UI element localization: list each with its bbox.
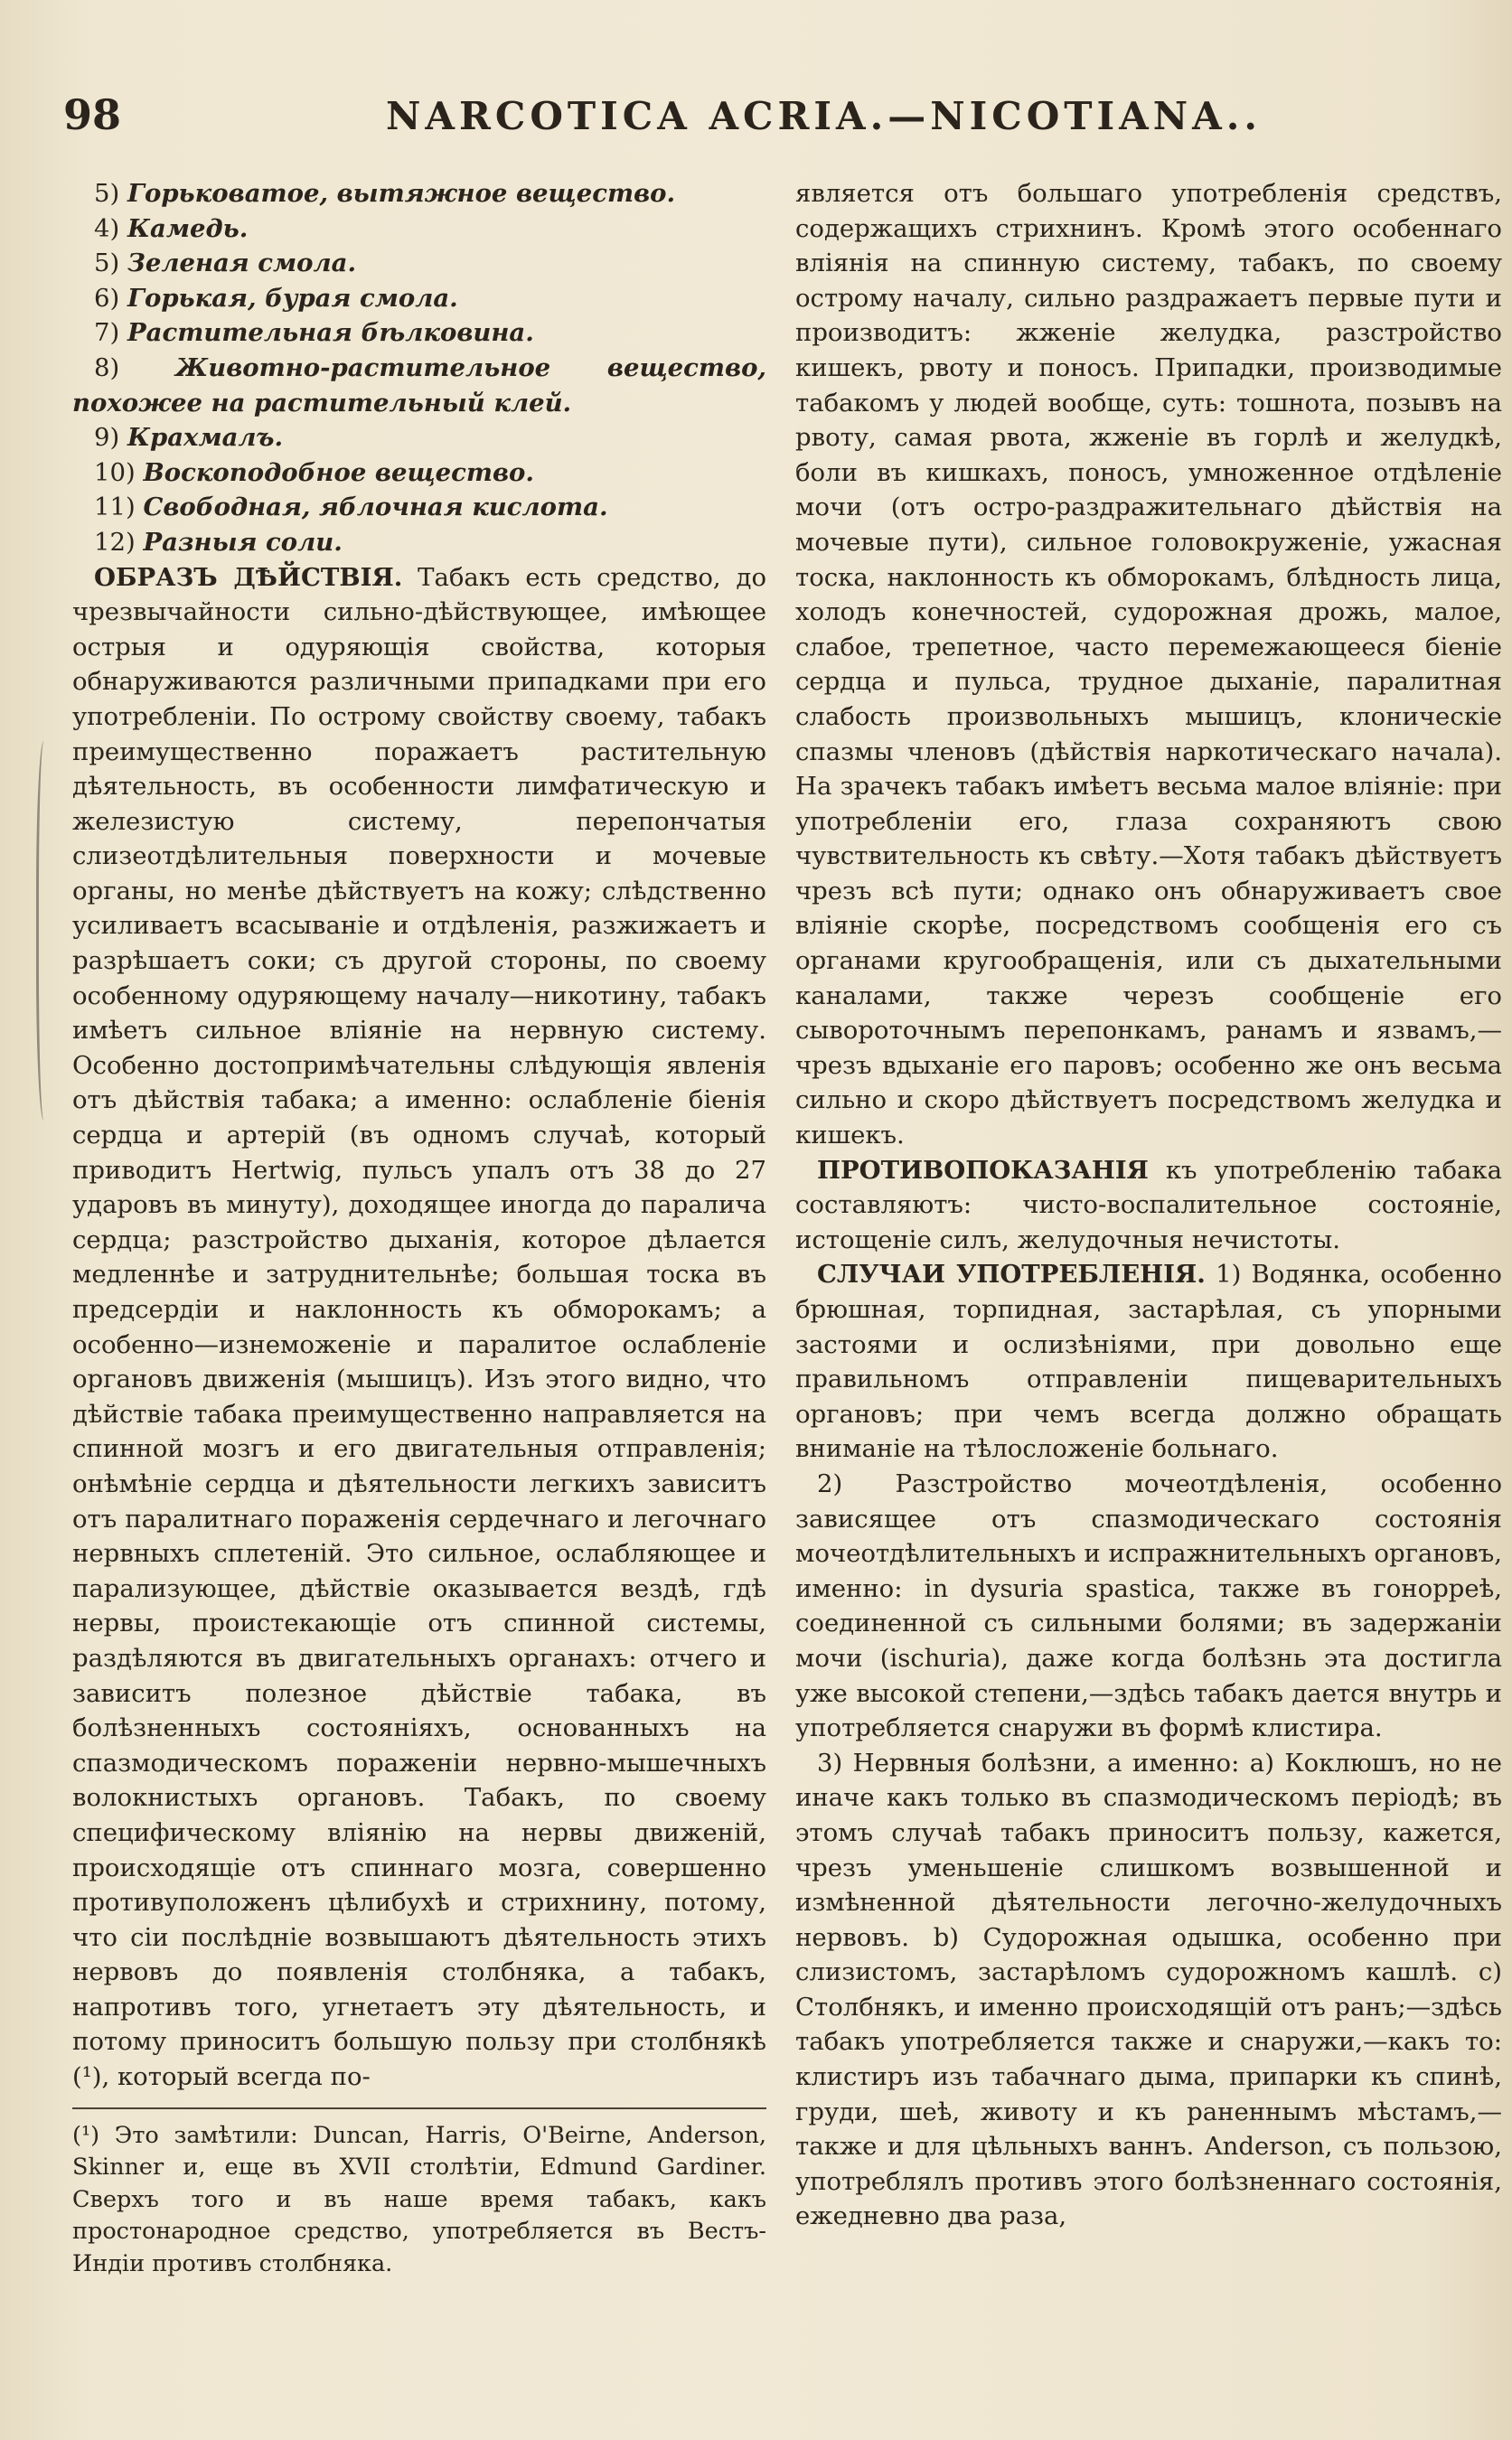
body-paragraph: 2) Разстройство мочеотдѣленія, особенно зависящее отъ спазмодическаго состоянія мочеотдѣлительныхъ и испражнительныхъ органовъ, именно: in dysuria spastica, также въ гонорреѣ, соединенной съ сильными болями; въ задержаніи мочи (ischuria), даже когда болѣзнь эта достигла уже высокой степени,—здѣсь табакъ дается внутрь и употребляется снаружи въ формѣ клистира. <box>795 1469 1502 1743</box>
body-text: Табакъ есть средство, до чрезвычайности сильно-дѣйствующее, имѣющее острыя и одуряющія свойства, которыя обнаруживаются различными припадками при его употребленіи. По острому свойству своему, табакъ преимущественно поражаетъ растительную дѣятельность, въ особенности лимфатическую и железистую систему, перепончатыя слизеотдѣлительныя поверхности и мочевые органы, но менѣе дѣйствуетъ на кожу; слѣдственно усиливаетъ всасываніе и отдѣленія, разжижаетъ и разрѣшаетъ соки; съ другой стороны, по своему особенному одуряющему началу—никотину, табакъ имѣетъ сильное вліяніе на нервную систему. Особенно достопримѣчательны слѣдующія явленія отъ дѣйствія табака; а именно: ослабленіе біенія сердца и артерій (въ одномъ случаѣ, который приводитъ Hertwig, пульсъ упалъ отъ 38 до 27 ударовъ въ минуту), доходящее иногда до паралича сердца; разстройство дыханія, которое дѣлается медленнѣе и затруднительнѣе; большая тоска въ предсердіи и наклонность къ обморокамъ; а особенно—изнеможеніе и паралитое ослабленіе органовъ движенія (мышицъ). Изъ этого видно, что дѣйствіе табака преимущественно направляется на спинной мозгъ и его двигательныя отправленія; онѣмѣніе сердца и дѣятельности легкихъ зависитъ отъ паралитнаго пораженія сердечнаго и легочнаго нервныхъ сплетеній. Это сильное, ослабляющее и парализующее, дѣйствіе оказывается вездѣ, гдѣ нервы, проистекающіе отъ спинной системы, раздѣляются въ двигательныхъ органахъ: отчего и зависитъ полезное дѣйствіе табака, въ болѣзненныхъ состояніяхъ, основанныхъ на спазмодическомъ пораженіи нервно-мышечныхъ волокнистыхъ органовъ. Табакъ, по своему специфическому вліянію на нервы движеній, происходящіе отъ спиннаго мозга, совершенно противуположенъ цѣлибухѣ и стрихнину, потому, что сіи послѣдніе возвышаютъ дѣятельность этихъ нервовъ до появленія столбняка, а табакъ, напротивъ того, угнетаетъ эту дѣятельность, и потому приноситъ большую пользу при столбнякѣ (¹), который всегда по- <box>72 562 766 2092</box>
list-item: 7) Растительная бѣлковина. <box>94 318 534 348</box>
pencil-margin-mark <box>36 741 55 1121</box>
list-item: 11) Свободная, яблочная кислота. <box>94 493 608 522</box>
contraindications-paragraph: ПРОТИВОПОКАЗАНІЯ къ употребленію табака составляютъ: чисто-воспалительное состояніе, истощеніе силъ, желудочныя нечистоты. <box>795 1155 1502 1254</box>
running-title: NARCOTICA ACRIA.—NICOTIANA.. <box>386 94 1262 138</box>
list-item: 9) Крахмалъ. <box>94 423 284 453</box>
mode-of-action-paragraph <box>72 560 766 2095</box>
list-item: 10) Воскоподобное вещество. <box>94 457 534 487</box>
list-item: 5) Горьковатое, вытяжное вещество. <box>94 179 676 208</box>
footnote: (¹) Это замѣтили: Duncan, Harris, O'Beirne, Anderson, Skinner и, еще въ XVII столѣтіи, Edmund Gardiner. Сверхъ того и въ наше время табакъ, какъ простонародное средство, употребляется въ Вестъ-Индіи противъ столбняка. <box>72 2121 766 2277</box>
footnote-divider <box>72 2107 766 2109</box>
list-item: 6) Горькая, бурая смола. <box>94 283 458 313</box>
list-item: 4) Камедь. <box>94 213 249 243</box>
uses-heading: СЛУЧАИ УПОТРЕБЛЕНІЯ. <box>817 1260 1206 1290</box>
body-paragraph: 3) Нервныя болѣзни, а именно: а) Коклюшъ, но не иначе какъ только въ спазмодическомъ періодѣ; въ этомъ случаѣ табакъ приноситъ пользу, кажется, чрезъ уменьшеніе слишкомъ возвышенной и измѣненной дѣятельности легочно-желудочныхъ нервовъ. b) Судорожная одышка, особенно при слизистомъ, застарѣломъ судорожномъ кашлѣ. c) Столбнякъ, и именно происходящій отъ ранъ;—здѣсь табакъ употребляется также и снаружи,—какъ то: клистиръ изъ табачнаго дыма, припарки къ спинѣ, груди, шеѣ, животу и къ раненнымъ мѣстамъ,—также и для цѣльныхъ ваннъ. Anderson, съ пользою, употреблялъ противъ этого болѣзненнаго состоянія, ежедневно два раза, <box>795 1748 1502 2231</box>
list-item: 12) Разныя соли. <box>94 527 343 557</box>
left-column <box>72 176 766 2336</box>
body-paragraph: является отъ большаго употребленія средствъ, содержащихъ стрихнинъ. Кромѣ этого особеннаго вліянія на спинную систему, табакъ, по своему острому началу, сильно раздражаетъ первые пути и производитъ: жженіе желудка, разстройство кишекъ, рвоту и поносъ. Припадки, производимые табакомъ у людей вообще, суть: тошнота, позывъ на рвоту, самая рвота, жженіе въ горлѣ и желудкѣ, боли въ кишкахъ, поносъ, умноженное отдѣленіе мочи (отъ остро-раздражительнаго дѣйствія на мочевые пути), сильное головокруженіе, ужасная тоска, наклонность къ обморокамъ, блѣдность лица, холодъ конечностей, судорожная дрожь, малое, слабое, трепетное, часто перемежающееся біеніе сердца и пульса, трудное дыханіе, паралитная слабость произвольныхъ мышицъ, клоническіе спазмы членовъ (дѣйствія наркотическаго начала). На зрачекъ табакъ имѣетъ весьма малое вліяніе: при употребленіи его, глаза сохраняютъ свою чувствительность къ свѣту.—Хотя табакъ дѣйствуетъ чрезъ всѣ пути; однако онъ обнаруживаетъ свое вліяніе скорѣе, посредствомъ сообщенія его съ органами кругообращенія, или съ дыхательными каналами, также черезъ сообщеніе его сывороточнымъ перепонкамъ, ранамъ и язвамъ,—чрезъ вдыханіе его паровъ; особенно же онъ весьма сильно и скоро дѣйствуетъ посредствомъ желудка и кишекъ. <box>795 179 1502 1150</box>
contraindications-heading: ПРОТИВОПОКАЗАНІЯ <box>817 1155 1149 1185</box>
section-heading: ОБРАЗЪ ДѢЙСТВІЯ. <box>94 562 403 592</box>
list-item: 5) Зеленая смола. <box>94 249 357 278</box>
list-item: 8) Животно-растительное вещество, похожее на растительный клей. <box>72 352 766 418</box>
page-number: 98 <box>63 90 122 139</box>
right-column <box>795 176 1502 2408</box>
page-header <box>63 90 1476 145</box>
uses-paragraph: СЛУЧАИ УПОТРЕБЛЕНІЯ. 1) Водянка, особенно брюшная, торпидная, застарѣлая, съ упорными застоями и ослизѣніями, при довольно еще правильномъ отправленіи пищеварительныхъ органовъ; при чемъ всегда должно обращать вниманіе на тѣлосложеніе больнаго. <box>795 1260 1502 1464</box>
